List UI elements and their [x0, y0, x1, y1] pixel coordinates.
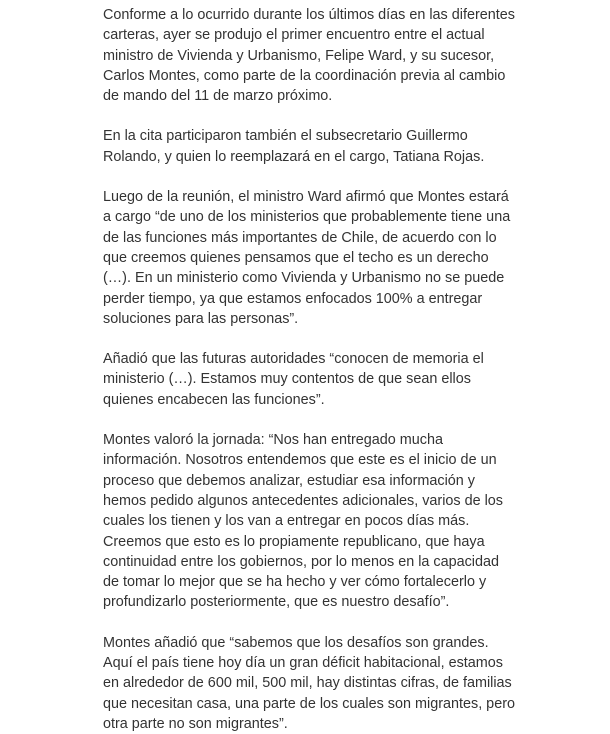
article-paragraph-4: Añadió que las futuras autoridades “conocen de memoria el ministerio (…). Estamos muy contentos de que sean ellos quienes encabecen las funciones”.: [103, 351, 484, 408]
article-paragraph-5: Montes valoró la jornada: “Nos han entregado mucha información. Nosotros entendemos que este es el inicio de un proceso que debemos analizar, estudiar esa información y hemos pedido algunos antecedentes adicionales, varios de los cuales los tienen y los van a entregar en pocos días más. Creemos que esto es lo propiamente republicano, que haya continuidad entre los gobiernos, por lo menos en la capacidad de tomar lo mejor que se ha hecho y ver cómo fortalecerlo y profundizarlo posteriormente, que es nuestro desafío”.: [103, 432, 504, 611]
article-paragraph-6: Montes añadió que “sabemos que los desafíos son grandes. Aquí el país tiene hoy día un gran déficit habitacional, estamos en alrededor de 600 mil, 500 mil, hay distintas cifras, de familias que necesitan casa, una parte de los cuales son migrantes, pero otra parte no son migrantes”.: [103, 634, 515, 732]
article-paragraph-2: En la cita participaron también el subsecretario Guillermo Rolando, y quien lo reemplazará en el cargo, Tatiana Rojas.: [103, 128, 485, 165]
article-body: [103, 5, 515, 734]
article-paragraph-1: Conforme a lo ocurrido durante los últimos días en las diferentes carteras, ayer se produjo el primer encuentro entre el actual ministro de Vivienda y Urbanismo, Felipe Ward, y su sucesor, Carlos Montes, como parte de la coordinación previa al cambio de mando del 11 de marzo próximo.: [103, 7, 515, 105]
article-paragraph-3: Luego de la reunión, el ministro Ward afirmó que Montes estará a cargo “de uno de los ministerios que probablemente tiene una de las funciones más importantes de Chile, de acuerdo con lo que creemos quienes pensamos que el techo es un derecho (…). En un ministerio como Vivienda y Urbanismo no se puede perder tiempo, ya que estamos enfocados 100% a entregar soluciones para las personas”.: [103, 189, 511, 327]
